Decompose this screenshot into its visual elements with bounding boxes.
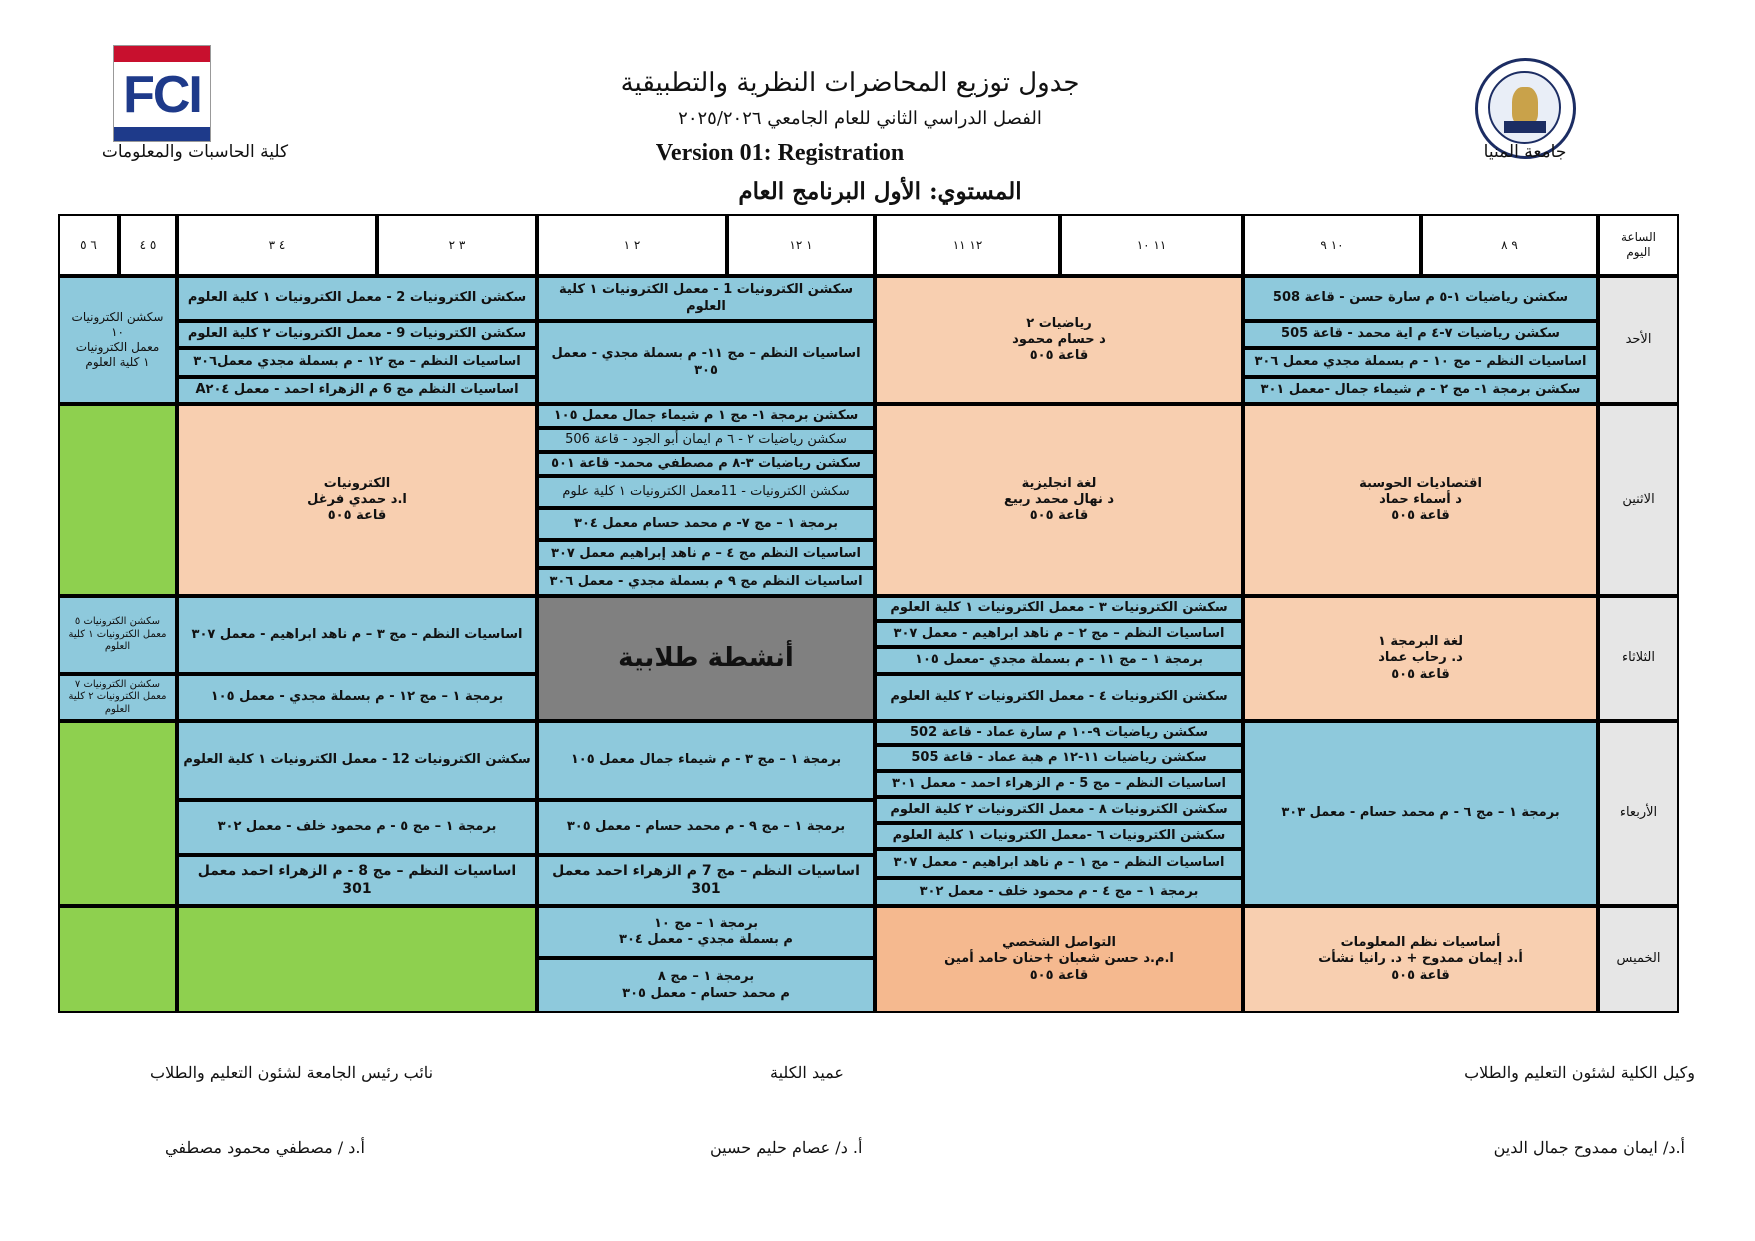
class-cell: سكشن الكترونيات 12 - معمل الكترونيات ١ كلية العلوم	[177, 721, 537, 800]
vp-title: نائب رئيس الجامعة لشئون التعليم والطلاب	[150, 1063, 434, 1082]
vice-dean-name: أ.د/ ايمان ممدوح جمال الدين	[1493, 1138, 1685, 1157]
lecture-cell: اقتصاديات الحوسبة د أسماء حماد قاعة ٥٠٥	[1243, 404, 1598, 596]
class-cell: برمجة ١ – مج ٥ - م محمود خلف - معمل ٣٠٢	[177, 800, 537, 855]
day-monday: الاثنين	[1598, 404, 1679, 596]
corner-header: الساعة اليوم	[1598, 214, 1679, 276]
university-name: جامعة المنيا	[1483, 142, 1567, 162]
class-cell: اساسيات النظم – مج ٣ – م ناهد ابراهيم - معمل ٣٠٧	[177, 596, 537, 674]
vice-dean-title: وكيل الكلية لشئون التعليم والطلاب	[1464, 1063, 1695, 1082]
class-cell: برمجة ١ – مج ٤ - م محمود خلف - معمل ٣٠٢	[875, 878, 1243, 906]
class-cell: سكشن الكترونيات ٣ - معمل الكترونيات ١ كلية العلوم	[875, 596, 1243, 621]
empty-cell	[58, 721, 177, 906]
class-cell: سكشن الكترونيات 1 - معمل الكترونيات ١ كلية العلوم	[537, 276, 875, 321]
dean-title: عميد الكلية	[770, 1063, 844, 1082]
class-cell: برمجة ١ – مج ١٢ - م بسملة مجدي - معمل ١٠٥	[177, 674, 537, 721]
class-cell: برمجة ١ – مج ١١ - م بسملة مجدي -معمل ١٠٥	[875, 647, 1243, 674]
time-header: ٩ ٨	[1421, 214, 1598, 276]
empty-cell	[177, 906, 537, 1013]
class-cell: اساسيات النظم – مج ١ – م ناهد ابراهيم - معمل ٣٠٧	[875, 849, 1243, 878]
class-cell: سكشن الكترونيات ٧ معمل الكترونيات ٢ كلية العلوم	[58, 674, 177, 721]
class-cell: سكشن الكترونيات 9 - معمل الكترونيات ٢ كلية العلوم	[177, 321, 537, 348]
class-cell: سكشن الكترونيات 2 - معمل الكترونيات ١ كلية العلوم	[177, 276, 537, 321]
student-activities-cell: أنشطة طلابية	[537, 596, 875, 721]
class-cell: سكشن الكترونيات ٤ - معمل الكترونيات ٢ كلية العلوم	[875, 674, 1243, 721]
lecture-cell: لغة البرمجة ١ د. رحاب عماد قاعة ٥٠٥	[1243, 596, 1598, 721]
time-header: ١ ١٢	[727, 214, 875, 276]
time-header: ٦ ٥	[58, 214, 119, 276]
class-cell: اساسيات النظم – مج ١٢ - م بسملة مجدي معمل٣٠٦	[177, 348, 537, 377]
class-cell: سكشن الكترونيات ١٠ معمل الكترونيات ١ كلية العلوم	[58, 276, 177, 404]
class-cell: اساسيات النظم مج ٤ – م ناهد إبراهيم معمل ٣٠٧	[537, 540, 875, 568]
class-cell: سكشن برمجة ١- مج ١ م شيماء جمال معمل ١٠٥	[537, 404, 875, 428]
time-header: ١١ ١٠	[1060, 214, 1243, 276]
class-cell: اساسيات النظم – مج 8 - م الزهراء احمد معمل 301	[177, 855, 537, 906]
class-cell: اساسيات النظم – مج ٢ – م ناهد ابراهيم - معمل ٣٠٧	[875, 621, 1243, 647]
class-cell: سكشن الكترونيات ٨ - معمل الكترونيات ٢ كلية العلوم	[875, 797, 1243, 823]
class-cell: سكشن الكترونيات ٥ معمل الكترونيات ١ كلية العلوم	[58, 596, 177, 674]
time-header: ١٠ ٩	[1243, 214, 1421, 276]
dean-name: أ. د/ عصام حليم حسين	[710, 1138, 863, 1157]
empty-cell	[58, 404, 177, 596]
lecture-cell: التواصل الشخصي ا.م.د حسن شعبان +حنان حامد أمين قاعة ٥٠٥	[875, 906, 1243, 1013]
time-header: ٣ ٢	[377, 214, 537, 276]
class-cell: برمجة ١ – مج ١٠ م بسملة مجدي - معمل ٣٠٤	[537, 906, 875, 958]
class-cell: برمجة ١ – مج ٩ - م محمد حسام - معمل ٣٠٥	[537, 800, 875, 855]
time-header: ٤ ٣	[177, 214, 377, 276]
lecture-cell: أساسيات نظم المعلومات أ.د إيمان ممدوح + د. رانيا نشأت قاعة ٥٠٥	[1243, 906, 1598, 1013]
class-cell: برمجة ١ – مج ٧- م محمد حسام معمل ٣٠٤	[537, 508, 875, 540]
timetable	[58, 214, 1679, 1013]
empty-cell	[58, 906, 177, 1013]
day-wednesday: الأربعاء	[1598, 721, 1679, 906]
class-cell: برمجة ١ – مج ٨ م محمد حسام - معمل ٣٠٥	[537, 958, 875, 1013]
class-cell: سكشن رياضيات ١-٥ م سارة حسن - قاعة 508	[1243, 276, 1598, 321]
semester-subtitle: الفصل الدراسي الثاني للعام الجامعي ٢٠٢٥/٢٠٢٦	[678, 108, 1042, 129]
class-cell: سكشن الكترونيات - 11معمل الكترونيات ١ كلية علوم	[537, 476, 875, 508]
faculty-logo: FCI	[113, 45, 211, 142]
day-tuesday: الثلاثاء	[1598, 596, 1679, 721]
class-cell: اساسيات النظم – مج ١١- م بسملة مجدي - معمل ٣٠٥	[537, 321, 875, 404]
time-header: ٥ ٤	[119, 214, 177, 276]
class-cell: سكشن برمجة ١- مج ٢ - م شيماء جمال -معمل ٣٠١	[1243, 377, 1598, 404]
class-cell: سكشن الكترونيات ٦ -معمل الكترونيات ١ كلية العلوم	[875, 823, 1243, 849]
class-cell: اساسيات النظم مج 6 م الزهراء احمد - معمل A٢٠٤	[177, 377, 537, 404]
class-cell: اساسيات النظم – مج 5 - م الزهراء احمد - معمل ٣٠١	[875, 771, 1243, 797]
class-cell: برمجة ١ – مج ٦ - م محمد حسام - معمل ٣٠٣	[1243, 721, 1598, 906]
time-header: ١٢ ١١	[875, 214, 1060, 276]
vp-name: أ.د / مصطفي محمود مصطفي	[165, 1138, 365, 1157]
class-cell: اساسيات النظم – مج 7 م الزهراء احمد معمل 301	[537, 855, 875, 906]
class-cell: سكشن رياضيات ٣-٨ م مصطفي محمد- قاعة ٥٠١	[537, 452, 875, 476]
class-cell: سكشن رياضيات ٢ - ٦ م ايمان أبو الجود - قاعة 506	[537, 428, 875, 452]
page-title: جدول توزيع المحاضرات النظرية والتطبيقية	[620, 68, 1080, 98]
class-cell: برمجة ١ – مج ٣ - م شيماء جمال معمل ١٠٥	[537, 721, 875, 800]
class-cell: سكشن رياضيات ٧-٤ م اية محمد - قاعة 505	[1243, 321, 1598, 348]
day-thursday: الخميس	[1598, 906, 1679, 1013]
class-cell: سكشن رياضيات ١١-١٢ م هبة عماد - قاعة 505	[875, 745, 1243, 771]
class-cell: اساسيات النظم مج ٩ م بسملة مجدي - معمل ٣٠٦	[537, 568, 875, 596]
lecture-cell: رياضيات ٢ د حسام محمود قاعة ٥٠٥	[875, 276, 1243, 404]
lecture-cell: الكترونيات ا.د حمدي فرغل قاعة ٥٠٥	[177, 404, 537, 596]
lecture-cell: لغة انجليزية د نهال محمد ربيع قاعة ٥٠٥	[875, 404, 1243, 596]
day-sunday: الأحد	[1598, 276, 1679, 404]
faculty-name: كلية الحاسبات والمعلومات	[101, 142, 289, 162]
class-cell: اساسيات النظم – مج ١٠ - م بسملة مجدي معمل ٣٠٦	[1243, 348, 1598, 377]
version-label: Version 01: Registration	[655, 140, 905, 166]
class-cell: سكشن رياضيات ٩-١٠ م سارة عماد - قاعة 502	[875, 721, 1243, 745]
level-label: المستوي: الأول البرنامج العام	[738, 178, 1022, 205]
time-header: ٢ ١	[537, 214, 727, 276]
